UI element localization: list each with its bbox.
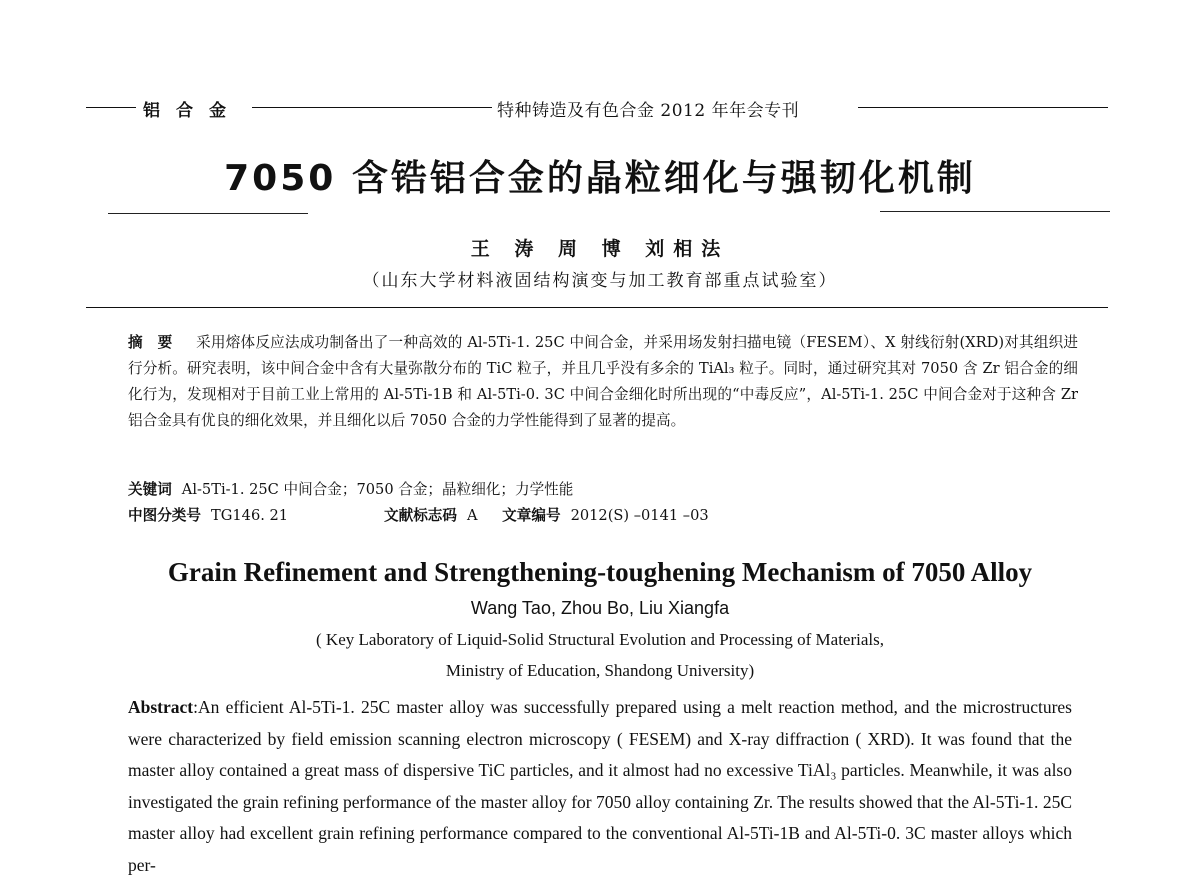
- affiliation-cn: （山东大学材料液固结构演变与加工教育部重点试验室）: [362, 271, 838, 291]
- header-rule-middle: [252, 107, 492, 108]
- affiliation-en-line1: ( Key Laboratory of Liquid-Solid Structural Evolution and Processing of Materials,: [316, 630, 884, 649]
- abstract-en-label: Abstract: [128, 697, 194, 717]
- section-rule: [86, 307, 1108, 308]
- title-rule-left: [108, 213, 308, 214]
- authors-en: Wang Tao, Zhou Bo, Liu Xiangfa: [470, 598, 730, 618]
- doc-code: [384, 504, 709, 525]
- doc-code-value: A: [466, 507, 478, 524]
- page-title-en: Grain Refinement and Strengthening-toughening Mechanism of 7050 Alloy: [167, 557, 1033, 587]
- title-rule-right: [880, 211, 1110, 212]
- abstract-en-text: An efficient Al-5Ti-1. 25C master alloy was successfully prepared using a melt reaction method, and the microstructures were characterized by field emission scanning electron microscopy ( FESEM) and X-ray diffraction ( XRD). It was found that the master alloy contained a great mass of dispersive TiC particles, and it almost had no excessive TiAl₃ particles. Meanwhile, it was also investigated the grain refining performance of the master alloy for 7050 alloy containing Zr. The results showed that the Al-5Ti-1. 25C master alloy had excellent grain refining performance compared to the conventional Al-5Ti-1B and Al-5Ti-0. 3C master alloys which per-: [128, 697, 1072, 875]
- header-rule-right: [858, 107, 1108, 108]
- affiliation-en-line2: Ministry of Education, Shandong University): [445, 661, 755, 680]
- article-no-value: 2012(S) –0141 –03: [570, 507, 709, 524]
- clc-value: TG146. 21: [210, 507, 289, 524]
- authors-cn: 王 涛 周 博 刘相法: [470, 238, 730, 260]
- classification-line: [128, 504, 288, 525]
- keywords-cn-text: Al-5Ti-1. 25C 中间合金；7050 合金；晶粒细化；力学性能: [181, 481, 574, 498]
- header-rule-left: [86, 107, 136, 108]
- doc-code-label: 文献标志码: [384, 507, 457, 524]
- clc-label: 中图分类号: [128, 507, 201, 524]
- header-journal: 特种铸造及有色合金 2012 年年会专刊: [497, 101, 800, 121]
- abstract-en: Abstract:An efficient Al-5Ti-1. 25C master alloy was successfully prepared using a melt reaction method, and the microstructures were characterized by field emission scanning electron microscopy ( FESEM) and X-ray diffraction ( XRD). It was found that the master alloy contained a great mass of dispersive TiC particles, and it almost had no excessive TiAl₃ particles. Meanwhile, it was also investigated the grain refining performance of the master alloy for 7050 alloy containing Zr. The results showed that the Al-5Ti-1. 25C master alloy had excellent grain refining performance compared to the conventional Al-5Ti-1B and Al-5Ti-0. 3C master alloys which per-: [128, 697, 1072, 875]
- abstract-cn-label: 摘 要: [128, 334, 173, 351]
- article-no-label: 文章编号: [502, 507, 561, 524]
- keywords-cn: [128, 478, 573, 499]
- abstract-cn-text: 采用熔体反应法成功制备出了一种高效的 Al-5Ti-1. 25C 中间合金，并采用场发射扫描电镜（FESEM）、X 射线衍射(XRD)对其组织进行分析。研究表明，该中间合金中含有大量弥散分布的 TiC 粒子，并且几乎没有多余的 TiAl₃ 粒子。同时，通过研究其对 7050 含 Zr 铝合金的细化行为，发现相对于目前工业上常用的 Al-5Ti-1B 和 Al-5Ti-0. 3C 中间合金细化时所出现的“中毒反应”，Al-5Ti-1. 25C 中间合金对于这种含 Zr 铝合金具有优良的细化效果，并且细化以后 7050 合金的力学性能得到了显著的提高。: [128, 334, 1079, 429]
- abstract-cn: [128, 330, 1078, 434]
- page-title-cn: 7050 含锆铝合金的晶粒细化与强韧化机制: [224, 158, 976, 199]
- header-section: 铝合金: [143, 101, 242, 121]
- keywords-cn-label: 关键词: [128, 481, 172, 498]
